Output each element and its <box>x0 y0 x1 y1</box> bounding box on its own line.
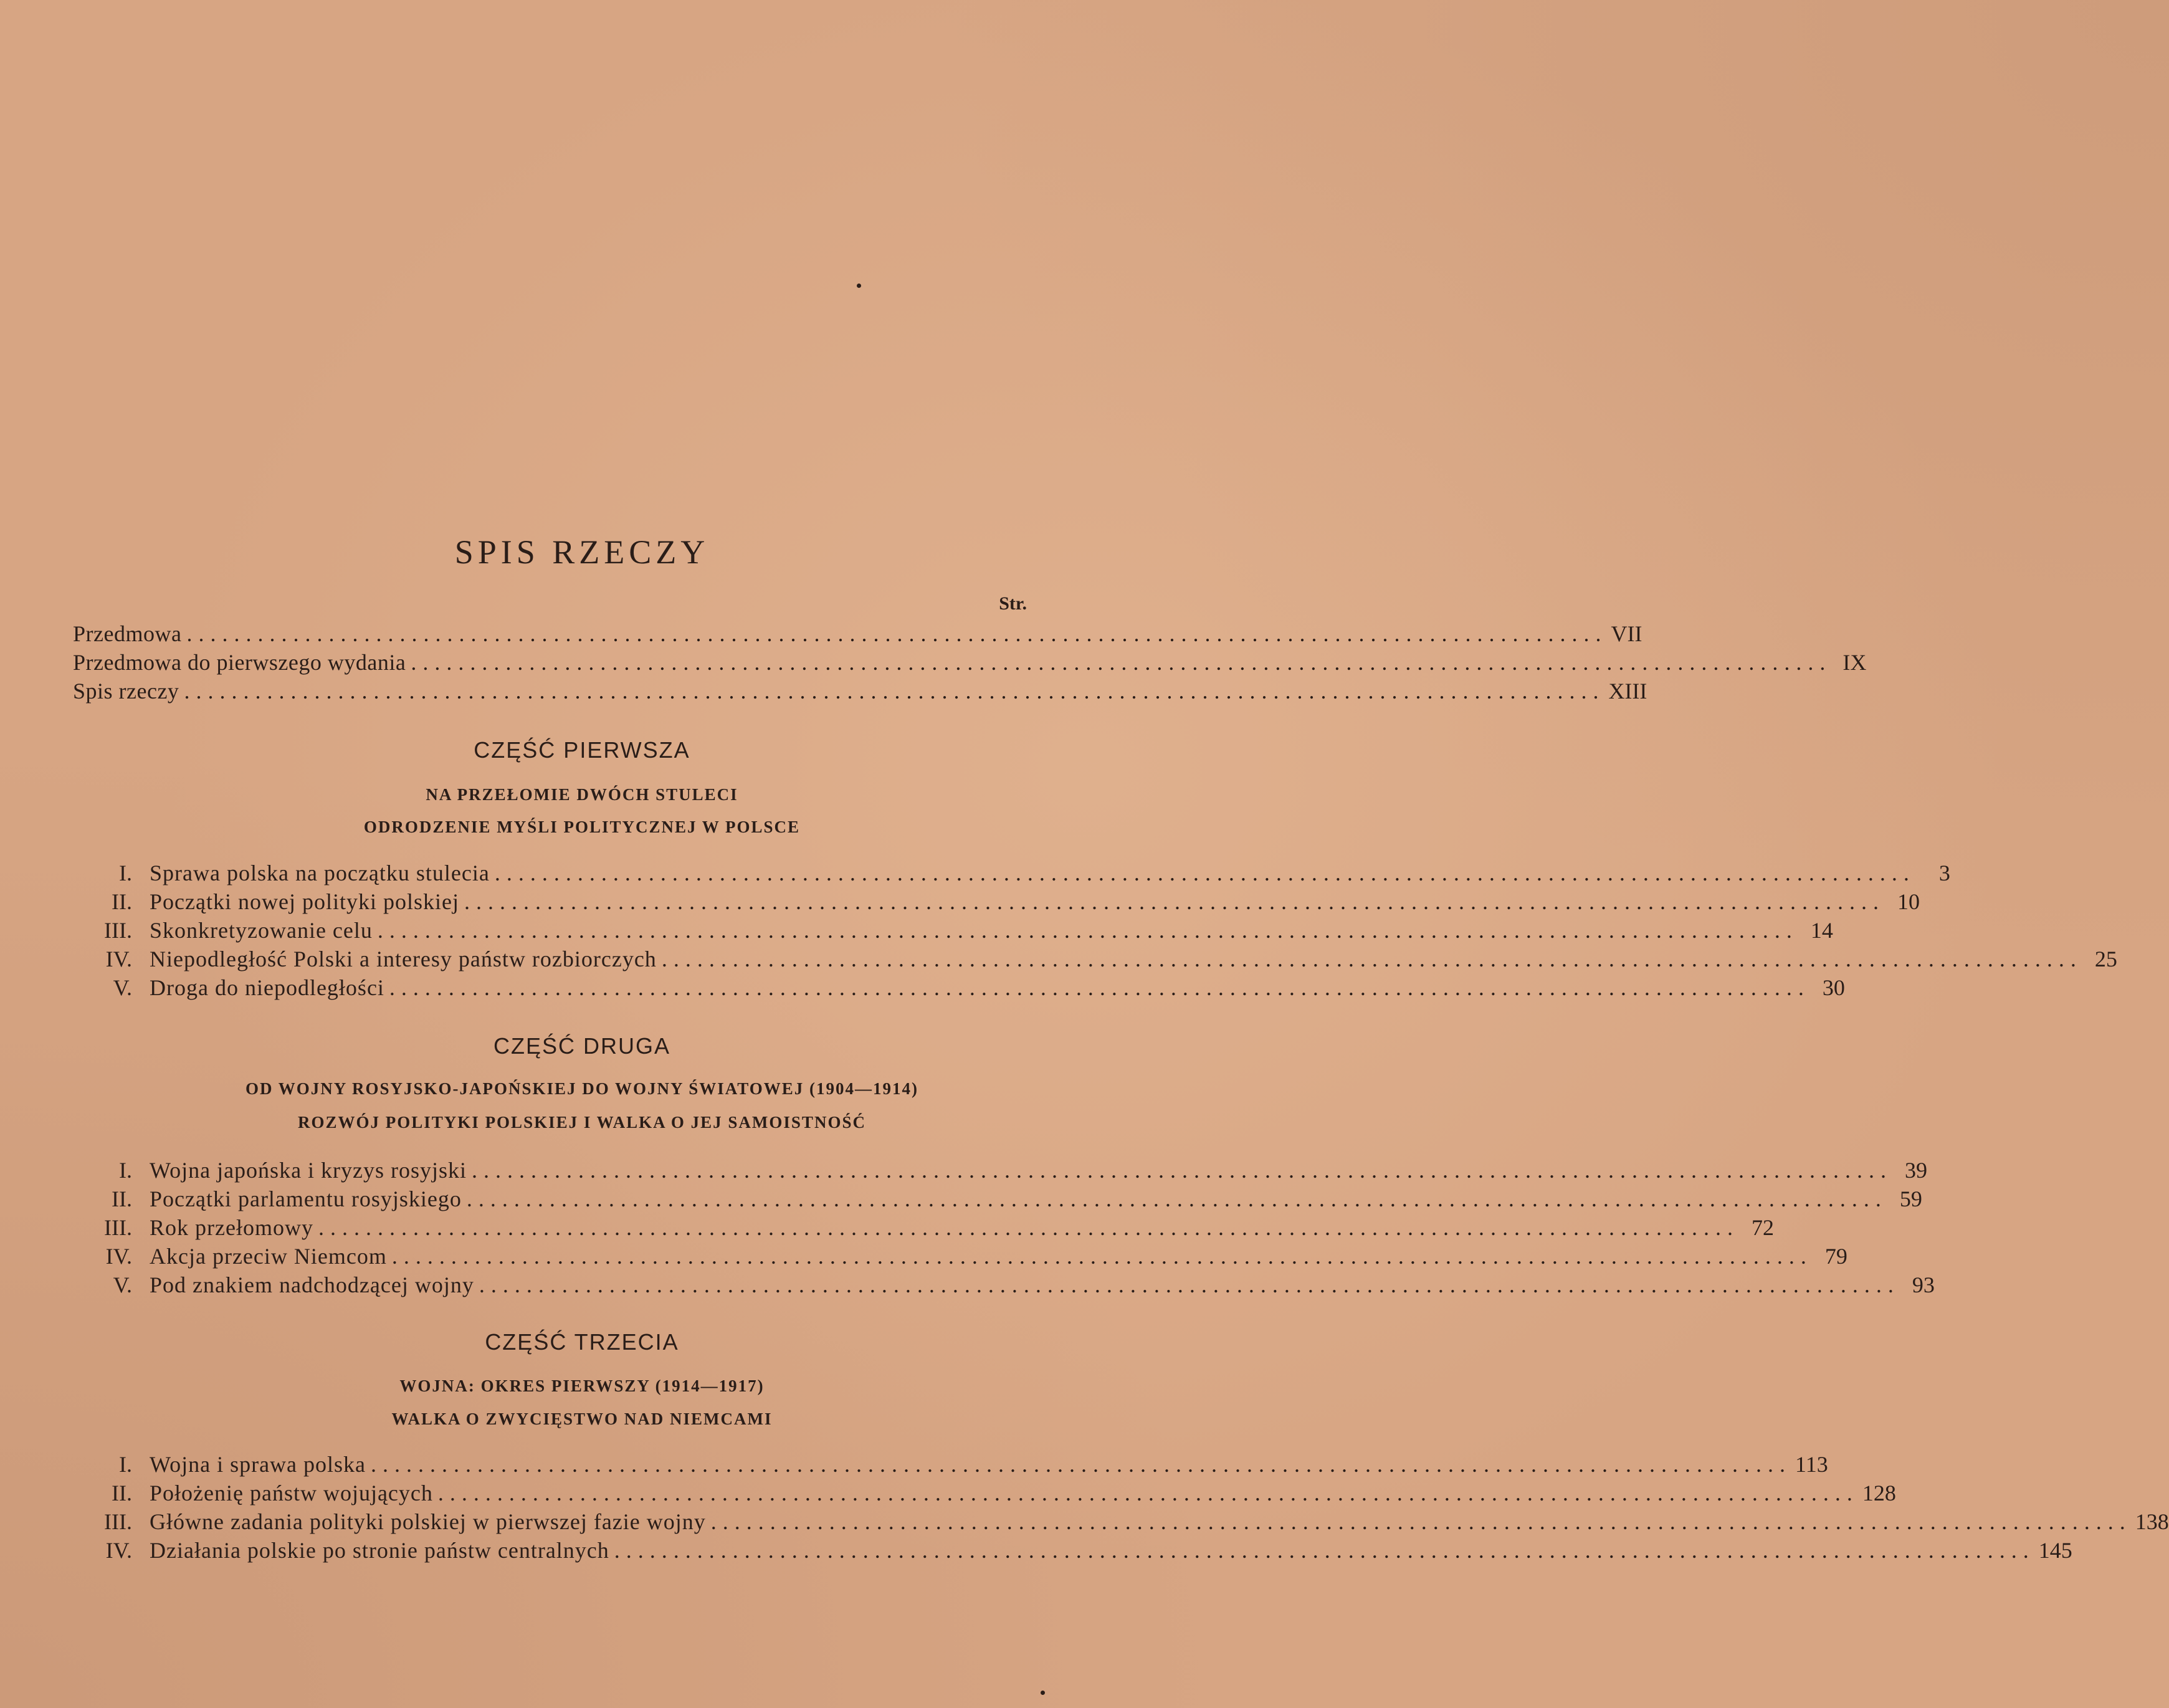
entry-page: 79 <box>1824 1244 1847 1269</box>
entry-page: XIII <box>1608 679 1647 704</box>
page-column-label: Str. <box>999 593 1027 614</box>
toc-entry[interactable] <box>72 1243 1847 1271</box>
dot-leader: ........................................................................................................................ <box>614 1538 2035 1563</box>
dot-leader: ........................................................................................................................ <box>464 889 1885 914</box>
toc-entry[interactable] <box>72 889 1920 916</box>
part-subheading: OD WOJNY ROSYJSKO-JAPOŃSKIEJ DO WOJNY ŚWIATOWEJ (1904—1914) <box>245 1079 919 1098</box>
paper-speck <box>1041 1691 1045 1695</box>
toc-entry-preface[interactable] <box>73 621 1642 648</box>
entry-title: Droga do niepodległości <box>150 975 384 1000</box>
dot-leader: ........................................................................................................................ <box>479 1272 1900 1297</box>
entry-title: Początki parlamentu rosyjskiego <box>150 1186 462 1211</box>
entry-page: IX <box>1842 650 1867 675</box>
part-subheading: ROZWÓJ POLITYKI POLSKIEJ I WALKA O JEJ SAMOISTNOŚĆ <box>298 1113 866 1132</box>
entry-title: Początki nowej polityki polskiej <box>150 889 459 914</box>
entry-page: 3 <box>1938 861 1950 885</box>
chapter-number: V. <box>113 975 132 1000</box>
part-heading: CZĘŚĆ DRUGA <box>493 1033 671 1059</box>
entry-page: 113 <box>1795 1452 1828 1477</box>
toc-entry[interactable] <box>72 1157 1928 1185</box>
entry-title: Pod znakiem nadchodzącej wojny <box>150 1272 474 1297</box>
entry-page: 14 <box>1810 918 1833 943</box>
dot-leader: ........................................................................................................................ <box>494 861 1915 885</box>
entry-title: Wojna i sprawa polska <box>150 1452 366 1477</box>
dot-leader: ........................................................................................................................ <box>377 918 1798 943</box>
entry-title: Wojna japońska i kryzys rosyjski <box>150 1158 467 1183</box>
entry-title: Akcja przeciw Niemcom <box>150 1244 387 1269</box>
chapter-number: IV. <box>105 947 132 971</box>
dot-leader: ........................................................................................................................ <box>371 1452 1792 1477</box>
entry-title: Skonkretyzowanie celu <box>150 918 373 943</box>
chapter-number: II. <box>112 1186 132 1211</box>
dot-leader: ........................................................................................................................ <box>472 1158 1893 1183</box>
entry-title: Główne zadania polityki polskiej w pierwszej fazie wojny <box>150 1509 706 1534</box>
toc-entry[interactable] <box>72 1537 2072 1565</box>
page-title: SPIS RZECZY <box>454 533 710 571</box>
chapter-number: III. <box>104 1509 132 1534</box>
dot-leader: ........................................................................................................................ <box>186 621 1608 646</box>
toc-entry[interactable] <box>72 1214 1774 1242</box>
chapter-number: II. <box>112 889 132 914</box>
toc-entry[interactable] <box>72 917 1833 945</box>
entry-title: Spis rzeczy <box>73 679 179 704</box>
entry-page: 59 <box>1899 1186 1922 1211</box>
toc-entry[interactable] <box>72 860 1950 887</box>
entry-page: 72 <box>1751 1215 1774 1240</box>
chapter-number: III. <box>104 1215 132 1240</box>
entry-page: 93 <box>1912 1272 1935 1297</box>
entry-title: Działania polskie po stronie państw centralnych <box>150 1538 609 1563</box>
toc-entry[interactable] <box>72 1451 1828 1479</box>
entry-title: Rok przełomowy <box>150 1215 313 1240</box>
chapter-number: I. <box>119 861 132 885</box>
dot-leader: ........................................................................................................................ <box>391 1244 1813 1269</box>
entry-page: 25 <box>2094 947 2117 971</box>
entry-page: 30 <box>1822 975 1845 1000</box>
entry-title: Przedmowa <box>73 621 182 646</box>
dot-leader: ........................................................................................................................ <box>710 1509 2132 1534</box>
entry-page: 145 <box>2038 1538 2072 1563</box>
toc-entry[interactable] <box>72 1480 1896 1507</box>
part-heading: CZĘŚĆ PIERWSZA <box>474 737 690 763</box>
part-heading: CZĘŚĆ TRZECIA <box>485 1329 679 1355</box>
toc-entry[interactable] <box>72 946 2117 973</box>
chapter-number: I. <box>119 1158 132 1183</box>
chapter-number: IV. <box>105 1538 132 1563</box>
dot-leader: ........................................................................................................................ <box>466 1186 1887 1211</box>
chapter-number: IV. <box>105 1244 132 1269</box>
dot-leader: ........................................................................................................................ <box>389 975 1810 1000</box>
toc-entry[interactable] <box>72 1272 1935 1299</box>
part-subheading: WALKA O ZWYCIĘSTWO NAD NIEMCAMI <box>391 1410 773 1428</box>
chapter-number: I. <box>119 1452 132 1477</box>
chapter-number: III. <box>104 918 132 943</box>
toc-entry-contents[interactable] <box>73 678 1647 705</box>
dot-leader: ........................................................................................................................ <box>184 679 1605 704</box>
dot-leader: ........................................................................................................................ <box>437 1481 1859 1505</box>
part-subheading: WOJNA: OKRES PIERWSZY (1914—1917) <box>399 1376 765 1395</box>
entry-page: 128 <box>1862 1481 1896 1505</box>
entry-page: 10 <box>1897 889 1920 914</box>
entry-page: 138 <box>2135 1509 2169 1534</box>
toc-entry[interactable] <box>72 975 1845 1002</box>
chapter-number: II. <box>112 1481 132 1505</box>
toc-entry[interactable] <box>72 1186 1922 1213</box>
entry-title: Położenię państw wojujących <box>150 1481 433 1505</box>
entry-page: VII <box>1611 621 1642 646</box>
toc-entry-first-edition-preface[interactable] <box>73 649 1867 677</box>
entry-title: Sprawa polska na początku stulecia <box>150 861 490 885</box>
dot-leader: ........................................................................................................................ <box>411 650 1832 675</box>
chapter-number: V. <box>113 1272 132 1297</box>
entry-title: Przedmowa do pierwszego wydania <box>73 650 406 675</box>
dot-leader: ........................................................................................................................ <box>318 1215 1739 1240</box>
paper-speck <box>857 284 861 288</box>
part-subheading: ODRODZENIE MYŚLI POLITYCZNEJ W POLSCE <box>363 818 801 836</box>
entry-page: 39 <box>1905 1158 1928 1183</box>
part-subheading: NA PRZEŁOMIE DWÓCH STULECI <box>426 785 738 804</box>
dot-leader: ........................................................................................................................ <box>661 947 2082 971</box>
toc-entry[interactable] <box>72 1509 2169 1536</box>
entry-title: Niepodległość Polski a interesy państw rozbiorczych <box>150 947 657 971</box>
